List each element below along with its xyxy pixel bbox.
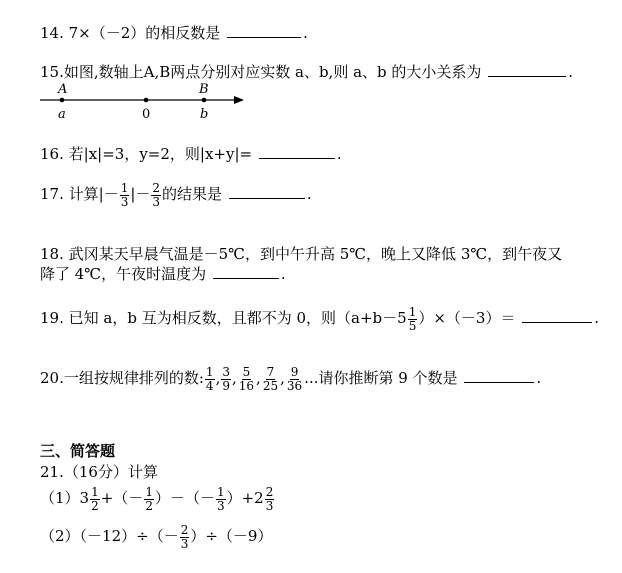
question-14: 14. 7×（－2）的相反数是 . [40, 24, 308, 42]
label-B: B [199, 82, 209, 97]
label-b: b [200, 107, 209, 122]
answer-blank [259, 157, 335, 159]
question-number: 14. [40, 24, 64, 42]
question-text: 15.如图,数轴上A,B两点分别对应实数 a、b,则 a、b 的大小关系为 [40, 63, 482, 81]
question-21-part-1: （1）3 $\frac{1}{2}$ +（－ $\frac{1}{2}$ ）－（－ $\frac{1}{3}$ ）+2 $\frac{2}{3}$ [40, 485, 274, 513]
answer-blank [227, 36, 301, 38]
label-A: A [58, 82, 68, 97]
question-number: 18. [40, 245, 64, 263]
label-a: a [58, 107, 66, 122]
question-19: 19. 已知 a，b 互为相反数，且都不为 0，则（a+b－5 $\frac{1}{5}$ ）×（－3）＝ . [40, 305, 600, 333]
answer-blank [522, 321, 592, 323]
fraction: $\frac{1}{4}$ [205, 365, 214, 393]
fraction: $\frac{1}{2}$ [91, 485, 99, 513]
number-line-figure [38, 82, 253, 124]
question-number: 17. [40, 185, 64, 204]
fraction: $\frac{1}{2}$ [145, 485, 153, 513]
question-20: 20.一组按规律排列的数: $\frac{1}{4}$ , $\frac{3}{9}$ , $\frac{5}{16}$ , $\frac{7}{25}$ , $\frac{9}{36}$ ...请你推断第 9 个数是 . [40, 365, 542, 393]
fraction: $\frac{2}{3}$ [180, 523, 189, 551]
fraction: $\frac{2}{3}$ [152, 181, 161, 209]
question-text: 7×（－2）的相反数是 [68, 24, 221, 42]
question-21-part-2: （2）（－12）÷（－ $\frac{2}{3}$ ）÷（－9） [40, 523, 273, 551]
question-text: 若|x|=3，y=2，则|x+y|= [68, 145, 253, 163]
point-a [60, 98, 65, 103]
question-number: 16. [40, 145, 64, 163]
fraction: $\frac{5}{16}$ [238, 365, 255, 393]
point-zero [144, 98, 149, 103]
question-text-line2: 降了 4℃，午夜时温度为 [40, 265, 207, 283]
fraction: $\frac{1}{5}$ [408, 305, 417, 333]
answer-blank [229, 197, 305, 199]
question-15: 15.如图,数轴上A,B两点分别对应实数 a、b,则 a、b 的大小关系为 . [40, 63, 573, 81]
question-18 [40, 243, 562, 264]
fraction: $\frac{7}{25}$ [262, 365, 279, 393]
fraction: $\frac{1}{3}$ [216, 485, 225, 513]
fraction: $\frac{9}{36}$ [286, 365, 303, 393]
section-title: 三、简答题 [40, 442, 116, 460]
question-text-line1: 武冈某天早晨气温是－5℃，到中午升高 5℃，晚上又降低 3℃，到午夜又 [68, 245, 563, 263]
answer-blank [488, 75, 566, 77]
label-zero: 0 [142, 107, 151, 122]
answer-blank [213, 277, 279, 279]
question-18-cont: 降了 4℃，午夜时温度为 . [40, 265, 286, 283]
fraction: $\frac{2}{3}$ [265, 485, 274, 513]
arrow-head-icon [234, 96, 244, 104]
point-b [202, 98, 207, 103]
answer-blank [464, 381, 534, 383]
fraction: $\frac{1}{3}$ [120, 181, 129, 209]
question-16: 16. 若|x|=3，y=2，则|x+y|= . [40, 145, 342, 163]
fraction: $\frac{3}{9}$ [222, 365, 230, 393]
question-21-title: 21.（16分）计算 [40, 463, 158, 481]
question-number: 19. [40, 309, 64, 328]
question-17: 17. 计算|－ $\frac{1}{3}$ |－ $\frac{2}{3}$ 的结果是 . [40, 181, 312, 209]
